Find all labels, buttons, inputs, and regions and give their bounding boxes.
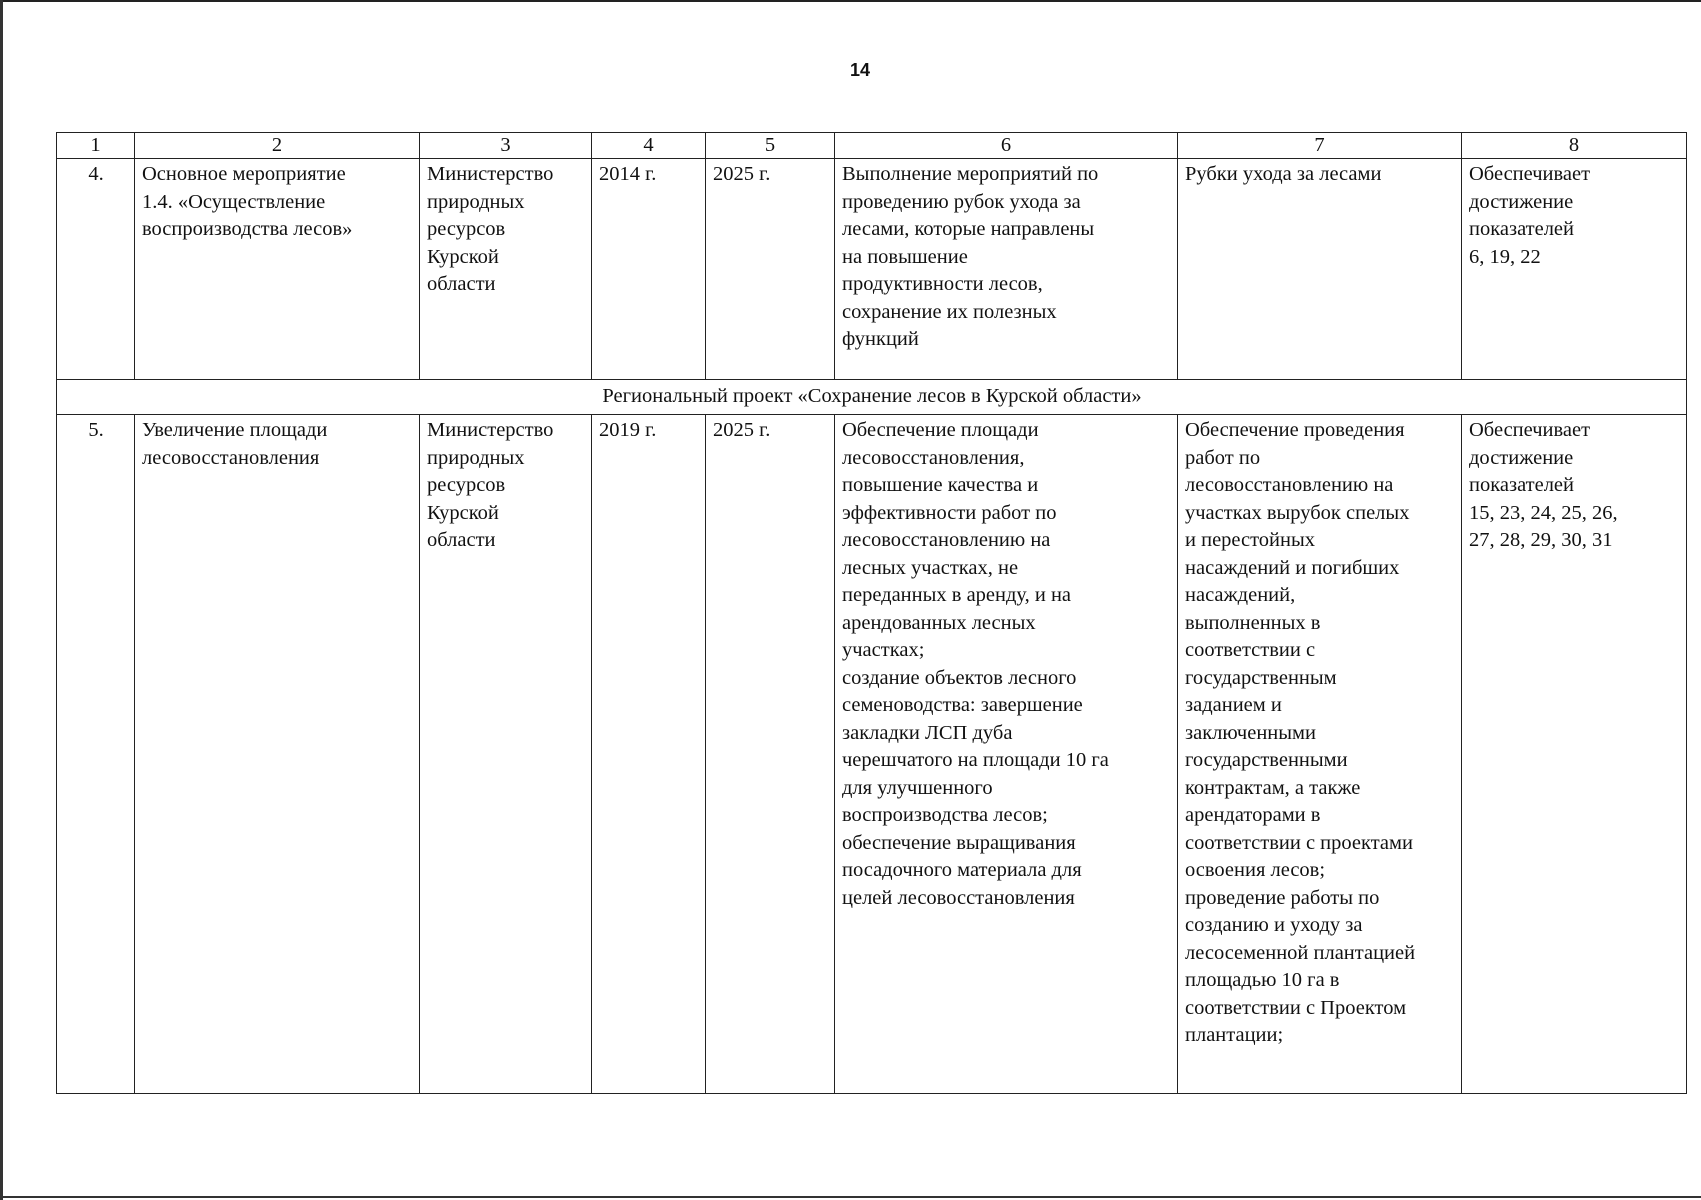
row-number: 4. [57, 159, 135, 380]
indicator-line: 15, 23, 24, 25, 26, [1469, 501, 1618, 524]
directions-line: государственным [1185, 666, 1337, 689]
result-line: участках; [842, 639, 925, 661]
measure-name-cell [135, 159, 420, 380]
directions-line: заданием и [1185, 694, 1282, 716]
indicator-line: Обеспечивает [1469, 419, 1591, 441]
measures-table [56, 132, 1687, 1094]
executor-cell [420, 415, 592, 1094]
directions-line: площадью 10 га в [1185, 969, 1340, 991]
table-row [57, 159, 1687, 380]
measure-name-line: лесовосстановления [142, 446, 320, 469]
header-col-2: 2 [135, 133, 420, 159]
directions-line: насаждений и погибших [1185, 556, 1400, 579]
result-line: Выполнение мероприятий по [842, 163, 1099, 185]
result-line: лесами, которые направлены [842, 218, 1095, 240]
result-line: лесовосстановлению на [842, 529, 1051, 551]
indicator-line: 27, 28, 29, 30, 31 [1469, 529, 1613, 551]
executor-line: Курской [427, 245, 499, 268]
result-line: сохранение их полезных [842, 300, 1057, 323]
executor-line: ресурсов [427, 218, 506, 240]
directions-line: государственными [1185, 749, 1348, 771]
directions-line: созданию и уходу за [1185, 914, 1363, 936]
indicator-line: достижение [1469, 190, 1574, 213]
header-col-1: 1 [57, 133, 135, 159]
directions-line: лесосеменной плантацией [1185, 941, 1416, 964]
result-line: арендованных лесных [842, 611, 1036, 634]
executor-line: Министерство [427, 163, 554, 185]
section-title: Региональный проект «Сохранение лесов в Курской области» [57, 380, 1687, 415]
indicator-line: достижение [1469, 446, 1574, 469]
result-line: лесовосстановления, [842, 446, 1025, 469]
result-line: черешчатого на площади 10 га [842, 749, 1109, 771]
executor-line: области [427, 529, 496, 551]
indicator-link-cell [1462, 159, 1687, 380]
directions-line: освоения лесов; [1185, 859, 1326, 881]
measure-name-line: Основное мероприятие [142, 163, 346, 185]
header-col-6: 6 [835, 133, 1178, 159]
executor-line: ресурсов [427, 474, 506, 496]
result-line: на повышение [842, 245, 968, 268]
header-row [57, 133, 1687, 159]
result-line: создание объектов лесного [842, 666, 1077, 689]
measure-name-line: воспроизводства лесов» [142, 218, 353, 240]
directions-line: выполненных в [1185, 611, 1321, 634]
indicator-line: 6, 19, 22 [1469, 245, 1541, 268]
row-number: 5. [57, 415, 135, 1094]
directions-line: лесовосстановлению на [1185, 474, 1394, 496]
result-line: лесных участках, не [842, 556, 1019, 579]
end-year-cell: 2025 г. [706, 415, 835, 1094]
measure-name-cell [135, 415, 420, 1094]
page-edge-left [0, 0, 3, 1200]
table-row [57, 415, 1687, 1094]
result-line: воспроизводства лесов; [842, 804, 1048, 826]
executor-line: природных [427, 446, 525, 469]
result-line: переданных в аренду, и на [842, 584, 1072, 606]
main-directions-cell [1178, 415, 1462, 1094]
measure-name-line: 1.4. «Осуществление [142, 190, 326, 213]
directions-line: насаждений, [1185, 584, 1296, 606]
directions-line: участках вырубок спелых [1185, 501, 1410, 524]
result-line: функций [842, 328, 919, 350]
result-line: продуктивности лесов, [842, 273, 1043, 295]
indicator-line: показателей [1469, 218, 1574, 240]
directions-line: плантации; [1185, 1024, 1284, 1046]
result-line: повышение качества и [842, 474, 1039, 496]
directions-line: работ по [1185, 446, 1261, 469]
header-col-3: 3 [420, 133, 592, 159]
executor-line: природных [427, 190, 525, 213]
indicator-link-cell [1462, 415, 1687, 1094]
start-year-cell: 2014 г. [592, 159, 706, 380]
indicator-line: Обеспечивает [1469, 163, 1591, 185]
section-row [57, 380, 1687, 415]
directions-line: соответствии с [1185, 639, 1316, 661]
header-col-7: 7 [1178, 133, 1462, 159]
result-line: целей лесовосстановления [842, 886, 1075, 909]
page-number: 14 [849, 60, 871, 80]
result-line: посадочного материала для [842, 859, 1082, 881]
measure-name-line: Увеличение площади [142, 419, 328, 441]
executor-cell [420, 159, 592, 380]
result-line: для улучшенного [842, 776, 993, 799]
result-line: обеспечение выращивания [842, 831, 1076, 854]
directions-line: соответствии с проектами [1185, 831, 1413, 854]
directions-line: и перестойных [1185, 529, 1316, 551]
directions-line: проведение работы по [1185, 886, 1380, 909]
page-edge-top [0, 0, 1701, 2]
directions-line: соответствии с Проектом [1185, 996, 1407, 1019]
executor-line: Министерство [427, 419, 554, 441]
result-line: закладки ЛСП дуба [842, 721, 1013, 744]
result-line: Обеспечение площади [842, 419, 1039, 441]
directions-line: Обеспечение проведения [1185, 419, 1405, 441]
executor-line: Курской [427, 501, 499, 524]
result-line: эффективности работ по [842, 501, 1057, 524]
result-line: проведению рубок ухода за [842, 190, 1081, 213]
page-edge-bottom [0, 1196, 1701, 1198]
end-year-cell: 2025 г. [706, 159, 835, 380]
executor-line: области [427, 273, 496, 295]
expected-result-cell [835, 159, 1178, 380]
directions-line: арендаторами в [1185, 804, 1321, 826]
directions-line: Рубки ухода за лесами [1185, 163, 1382, 185]
header-col-4: 4 [592, 133, 706, 159]
directions-line: заключенными [1185, 721, 1316, 744]
expected-result-cell [835, 415, 1178, 1094]
result-line: семеноводства: завершение [842, 694, 1083, 716]
header-col-8: 8 [1462, 133, 1687, 159]
start-year-cell: 2019 г. [592, 415, 706, 1094]
indicator-line: показателей [1469, 474, 1574, 496]
directions-line: контрактам, а также [1185, 776, 1361, 799]
main-directions-cell [1178, 159, 1462, 380]
header-col-5: 5 [706, 133, 835, 159]
